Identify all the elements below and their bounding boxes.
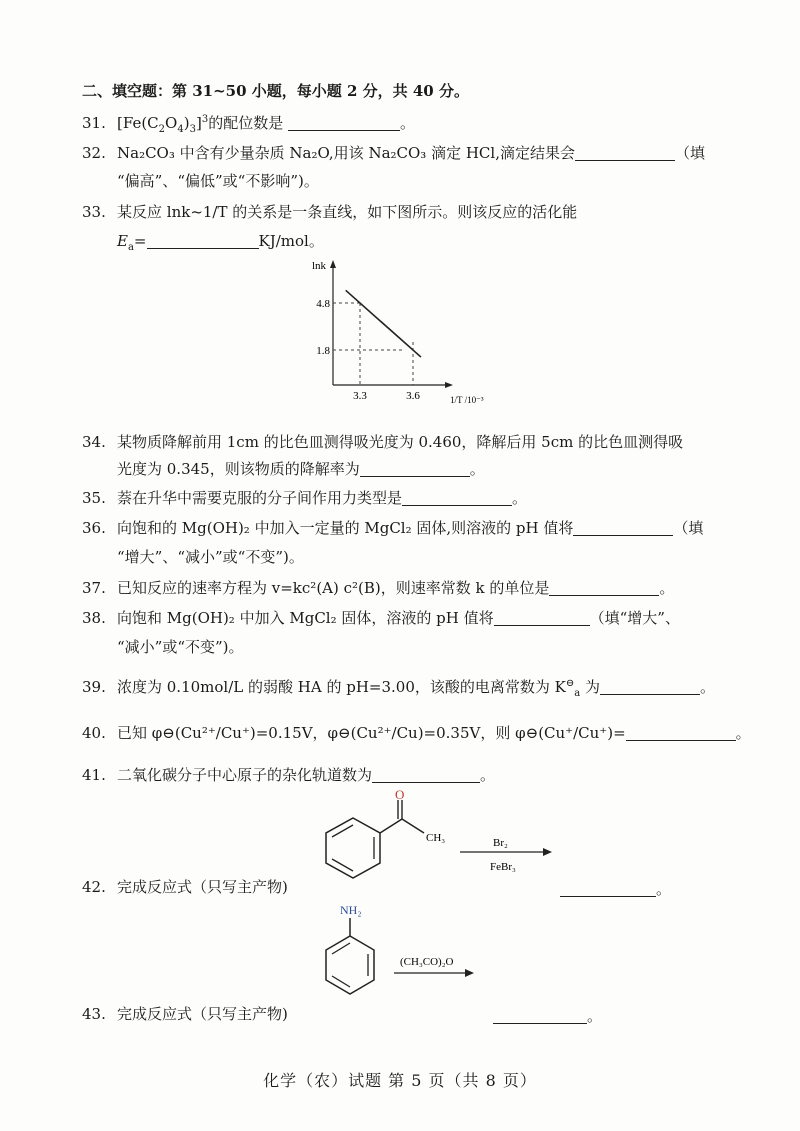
question-text: Na₂CO₃ 中含有少量杂质 Na₂O,用该 Na₂CO₃ 滴定 HCl,滴定结果会	[117, 144, 575, 162]
answer-blank[interactable]	[288, 115, 400, 131]
question-number: 42.	[82, 878, 106, 896]
ring-double-bond	[332, 825, 353, 837]
eq-sign: =	[133, 232, 147, 250]
question-43-answer	[493, 1005, 602, 1026]
formula-sub: 4	[177, 124, 184, 135]
answer-blank[interactable]	[575, 145, 675, 161]
question-end: 。	[512, 489, 528, 507]
page-footer: 化学（农）试题 第 5 页（共 8 页）	[263, 1071, 537, 1090]
question-end: 。	[480, 766, 496, 784]
question-end: 。	[469, 460, 485, 478]
question-number: 38.	[82, 609, 106, 627]
question-38	[82, 607, 680, 628]
question-text: 为	[580, 678, 600, 696]
oxygen-label: O	[395, 788, 405, 802]
question-end: 。	[659, 579, 675, 597]
formula-part: O	[165, 114, 178, 132]
answer-blank[interactable]	[402, 490, 512, 506]
question-40	[82, 722, 751, 743]
answer-blank[interactable]	[372, 767, 480, 783]
answer-blank[interactable]	[147, 233, 259, 249]
answer-blank[interactable]	[600, 679, 700, 695]
amine-label: NH₂	[340, 903, 362, 917]
reagent-bottom: FeBr₃	[490, 861, 516, 873]
question-number: 31.	[82, 114, 106, 132]
y-tick-label: 1.8	[316, 345, 330, 357]
question-text: 光度为 0.345，则该物质的降解率为	[117, 460, 360, 478]
y-axis-label: lnk	[312, 260, 327, 272]
formula-part: )	[183, 114, 190, 132]
question-42-answer	[560, 878, 671, 899]
x-axis-arrow	[445, 382, 453, 388]
ea-sub: a	[127, 242, 134, 253]
question-34-cont	[117, 458, 485, 479]
question-text: 的配位数是	[208, 114, 284, 132]
ketone-bond	[380, 819, 402, 833]
question-text: 某反应 lnk~1/T 的关系是一条直线，如下图所示。则该反应的活化能	[117, 203, 578, 221]
question-34	[82, 431, 683, 452]
question-end: 。	[735, 724, 751, 742]
question-41	[82, 764, 495, 785]
question-33	[82, 201, 577, 222]
question-end: 。	[399, 114, 415, 132]
methyl-label: CH₃	[426, 832, 446, 844]
question-text: 已知反应的速率方程为 v=kc²(A) c²(B)，则速率常数 k 的单位是	[117, 579, 550, 597]
arrowhead	[465, 969, 474, 977]
question-38-cont: “减小”或“不变”)。	[117, 638, 244, 656]
question-end: 。	[700, 678, 716, 696]
answer-blank[interactable]	[560, 881, 656, 897]
question-text: 向饱和的 Mg(OH)₂ 中加入一定量的 MgCl₂ 固体,则溶液的 pH 值将	[117, 519, 574, 537]
answer-blank[interactable]	[549, 580, 659, 596]
question-number: 43.	[82, 1005, 106, 1023]
question-number: 37.	[82, 579, 106, 597]
question-text: 完成反应式（只写主产物)	[117, 878, 288, 896]
question-36-cont: “增大”、“减小”或“不变”)。	[117, 548, 304, 566]
question-number: 39.	[82, 678, 106, 696]
unit: KJ/mol。	[258, 232, 324, 250]
y-tick-label: 4.8	[316, 298, 330, 310]
ka-sub: a	[574, 688, 581, 699]
question-text: 二氧化碳分子中心原子的杂化轨道数为	[117, 766, 373, 784]
question-text: 已知 φ⊖(Cu²⁺/Cu⁺)=0.15V，φ⊖(Cu²⁺/Cu)=0.35V，则 φ⊖(Cu⁺/Cu⁺)=	[117, 724, 626, 742]
benzene-ring	[326, 936, 374, 994]
ka-sup: ⊖	[565, 678, 575, 689]
question-text: 萘在升华中需要克服的分子间作用力类型是	[117, 489, 403, 507]
question-32-cont: “偏高”、“偏低”或“不影响”)。	[117, 172, 319, 190]
answer-blank[interactable]	[573, 520, 673, 536]
question-text: （填	[674, 144, 705, 162]
ring-double-bond	[332, 859, 353, 871]
formula-part: [Fe(C	[117, 114, 159, 132]
question-number: 33.	[82, 203, 106, 221]
answer-blank[interactable]	[494, 610, 590, 626]
lnk-chart	[300, 255, 500, 415]
methyl-bond	[402, 819, 424, 833]
question-37	[82, 577, 674, 598]
formula-sub: 3	[189, 124, 196, 135]
question-33-cont	[117, 230, 324, 253]
reagent-label: (CH₃CO)₂O	[400, 956, 454, 968]
question-35	[82, 487, 527, 508]
question-text: （填	[673, 519, 704, 537]
question-32	[82, 142, 705, 163]
data-line	[346, 290, 421, 357]
question-43	[82, 1003, 288, 1024]
question-text: （填“增大”、	[589, 609, 680, 627]
y-axis-arrow	[330, 260, 336, 268]
section-title: 二、填空题：第 31~50 小题，每小题 2 分，共 40 分。	[82, 82, 469, 100]
question-end: 。	[656, 880, 672, 898]
question-text: 完成反应式（只写主产物)	[117, 1005, 288, 1023]
answer-blank[interactable]	[360, 461, 470, 477]
question-number: 32.	[82, 144, 106, 162]
question-text: 某物质降解前用 1cm 的比色皿测得吸光度为 0.460，降解后用 5cm 的比色皿测得吸	[117, 433, 684, 451]
question-39	[82, 676, 715, 699]
question-number: 35.	[82, 489, 106, 507]
answer-blank[interactable]	[626, 725, 736, 741]
question-31	[82, 112, 415, 135]
question-36	[82, 517, 703, 538]
reagent-top: Br₂	[493, 837, 508, 849]
question-42	[82, 876, 288, 897]
acetophenone-reaction	[310, 788, 570, 888]
arrowhead	[543, 848, 552, 856]
benzene-ring	[326, 818, 380, 878]
x-axis-label: 1/T /10⁻³	[450, 395, 484, 405]
formula-sup: 3	[201, 114, 209, 125]
question-number: 36.	[82, 519, 106, 537]
aniline-reaction	[310, 900, 510, 1020]
question-end: 。	[587, 1007, 603, 1025]
formula-part: ]	[195, 114, 202, 132]
question-number: 41.	[82, 766, 106, 784]
x-tick-label: 3.3	[353, 390, 367, 402]
formula-sub: 2	[158, 124, 166, 135]
question-text: 向饱和 Mg(OH)₂ 中加入 MgCl₂ 固体，溶液的 pH 值将	[117, 609, 494, 627]
ea-symbol: E	[117, 232, 128, 250]
question-text: 浓度为 0.10mol/L 的弱酸 HA 的 pH=3.00，该酸的电离常数为 K	[117, 678, 566, 696]
question-number: 34.	[82, 433, 106, 451]
answer-blank[interactable]	[493, 1008, 587, 1024]
question-number: 40.	[82, 724, 106, 742]
x-tick-label: 3.6	[406, 390, 420, 402]
